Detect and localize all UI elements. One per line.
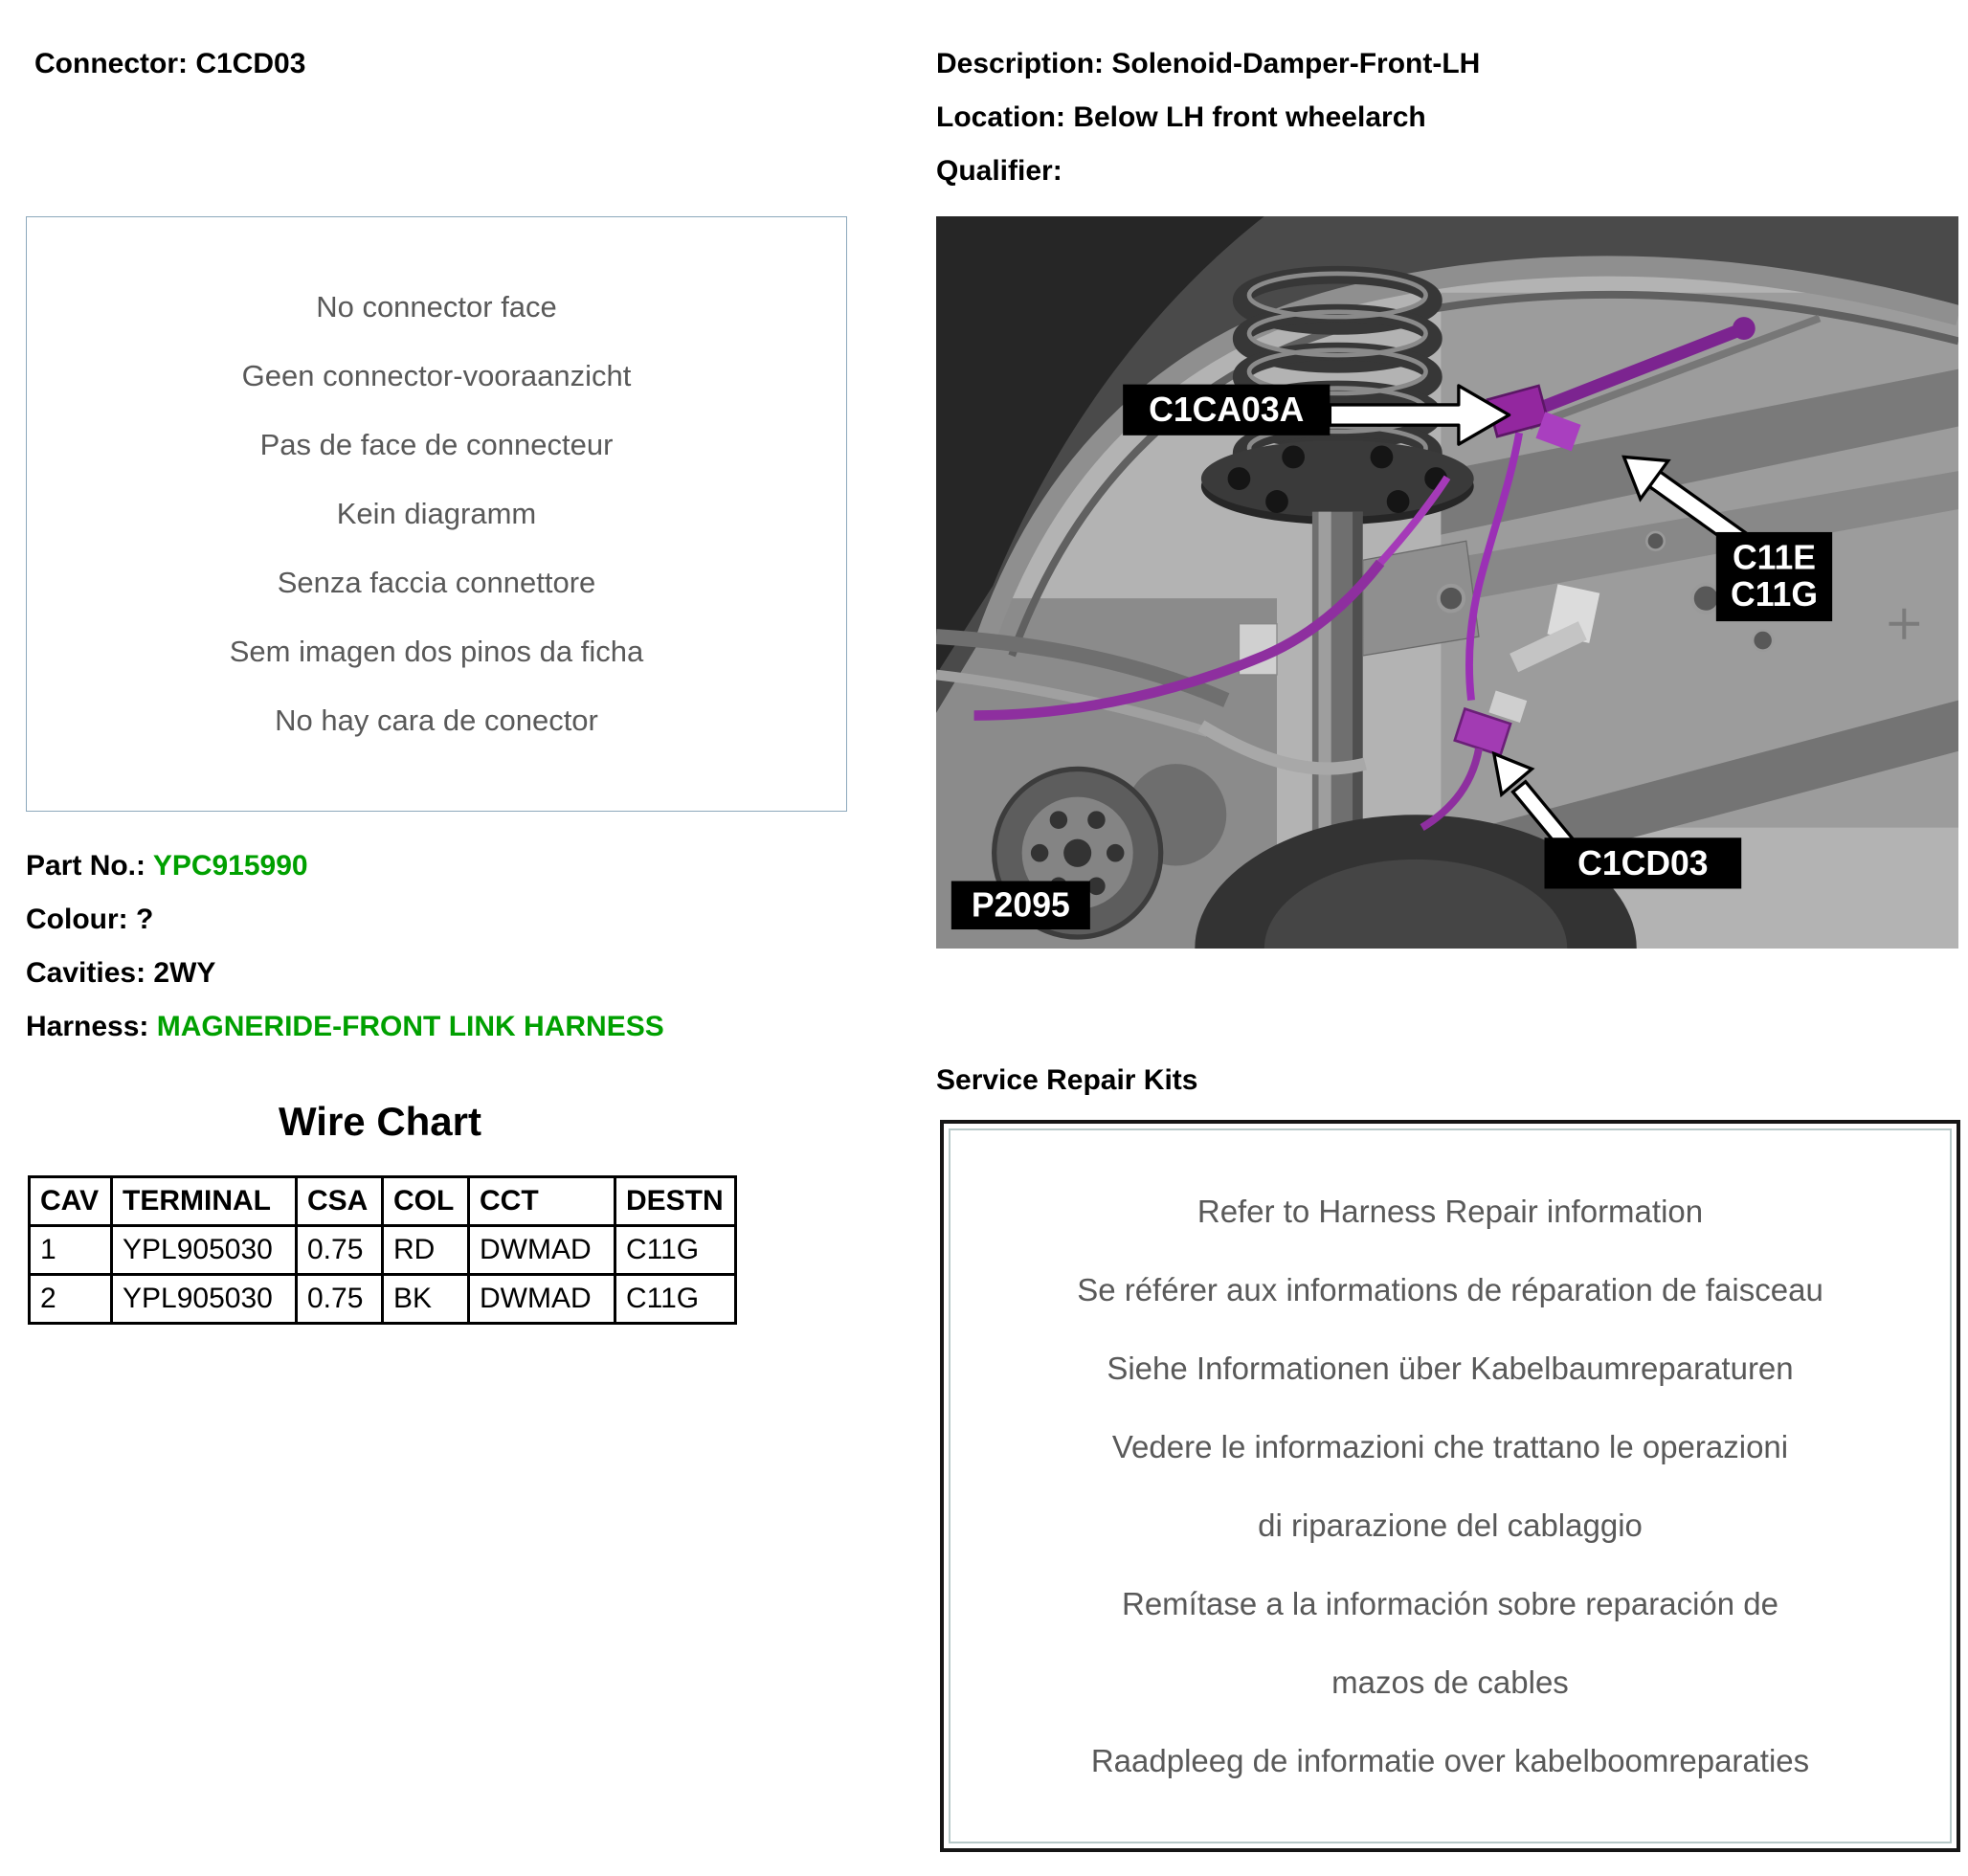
- cell-cav: 2: [30, 1275, 112, 1324]
- cell-csa: 0.75: [297, 1275, 383, 1324]
- table-row: [30, 1226, 736, 1275]
- harness-label: Harness:: [26, 1011, 157, 1042]
- cell-destn: C11G: [615, 1226, 736, 1275]
- part-no-line: [26, 850, 308, 882]
- col-header-destn: DESTN: [615, 1177, 736, 1226]
- col-header-col: COL: [383, 1177, 469, 1226]
- bolt: [1692, 584, 1720, 612]
- wheelarch-illustration: [936, 216, 1958, 949]
- col-header-terminal: TERMINAL: [112, 1177, 297, 1226]
- bolt: [1753, 630, 1773, 650]
- harness-line: [26, 1011, 664, 1043]
- repair-line: Siehe Informationen über Kabelbaumreparaturen: [1107, 1350, 1794, 1386]
- service-repair-heading: Service Repair Kits: [936, 1064, 1198, 1096]
- cell-col: RD: [383, 1226, 469, 1275]
- no-connector-face-box: [26, 216, 847, 812]
- label-c1ca03a: C1CA03A: [1149, 391, 1305, 430]
- label-c1cd03: C1CD03: [1577, 843, 1709, 882]
- table-row: [30, 1275, 736, 1324]
- repair-line: Se référer aux informations de réparation de faisceau: [1077, 1271, 1823, 1307]
- col-header-csa: CSA: [297, 1177, 383, 1226]
- qualifier-line: Qualifier:: [936, 155, 1062, 187]
- cavities-label: Cavities:: [26, 957, 154, 989]
- cell-cav: 1: [30, 1226, 112, 1275]
- part-no-label: Part No.:: [26, 850, 153, 882]
- part-no-value[interactable]: YPC915990: [152, 850, 308, 882]
- connector-title: Connector: C1CD03: [34, 48, 306, 79]
- cell-terminal: YPL905030: [112, 1226, 297, 1275]
- cell-cct: DWMAD: [469, 1275, 615, 1324]
- repair-line: Refer to Harness Repair information: [1196, 1193, 1704, 1229]
- col-header-cct: CCT: [469, 1177, 615, 1226]
- cell-cct: DWMAD: [469, 1226, 615, 1275]
- repair-line: mazos de cables: [1331, 1664, 1569, 1700]
- no-face-line: Sem imagen dos pinos da ficha: [229, 635, 644, 668]
- no-face-line: No hay cara de conector: [275, 704, 598, 737]
- wire-chart-title: Wire Chart: [279, 1099, 481, 1144]
- no-face-line: No connector face: [316, 290, 557, 324]
- no-face-line: Geen connector-vooraanzicht: [241, 359, 632, 392]
- cavities-value: 2WY: [153, 957, 216, 989]
- cell-terminal: YPL905030: [112, 1275, 297, 1324]
- wire-chart-header-row: [30, 1177, 736, 1226]
- repair-line: di riparazione del cablaggio: [1258, 1507, 1643, 1543]
- label-c11e: C11E: [1732, 538, 1817, 577]
- cell-csa: 0.75: [297, 1226, 383, 1275]
- no-face-line: Senza faccia connettore: [277, 566, 596, 599]
- cavities-line: [26, 957, 215, 990]
- cell-destn: C11G: [615, 1275, 736, 1324]
- label-c11g: C11G: [1730, 574, 1819, 614]
- col-header-cav: CAV: [30, 1177, 112, 1226]
- colour-line: [26, 904, 153, 936]
- colour-label: Colour:: [26, 904, 136, 935]
- wire-chart-table: [28, 1175, 737, 1325]
- repair-line: Vedere le informazioni che trattano le operazioni: [1111, 1428, 1789, 1464]
- repair-line: Raadpleeg de informatie over kabelboomreparaties: [1090, 1742, 1810, 1778]
- strut-shaft: [1312, 512, 1363, 837]
- photo-caption-p2095: P2095: [971, 885, 1070, 925]
- bolt: [1646, 532, 1664, 550]
- location-photo: [936, 216, 1958, 949]
- cell-col: BK: [383, 1275, 469, 1324]
- description-line: Description: Solenoid-Damper-Front-LH: [936, 48, 1481, 79]
- service-repair-box: [940, 1120, 1960, 1852]
- location-line: Location: Below LH front wheelarch: [936, 101, 1426, 133]
- no-face-line: Pas de face de connecteur: [259, 428, 614, 461]
- colour-value: ?: [135, 904, 154, 935]
- harness-value[interactable]: MAGNERIDE-FRONT LINK HARNESS: [156, 1011, 664, 1042]
- repair-line: Remítase a la información sobre reparación de: [1121, 1585, 1779, 1621]
- no-face-line: Kein diagramm: [336, 497, 537, 530]
- bolt: [1439, 586, 1464, 612]
- service-repair-box-inner: [949, 1128, 1952, 1843]
